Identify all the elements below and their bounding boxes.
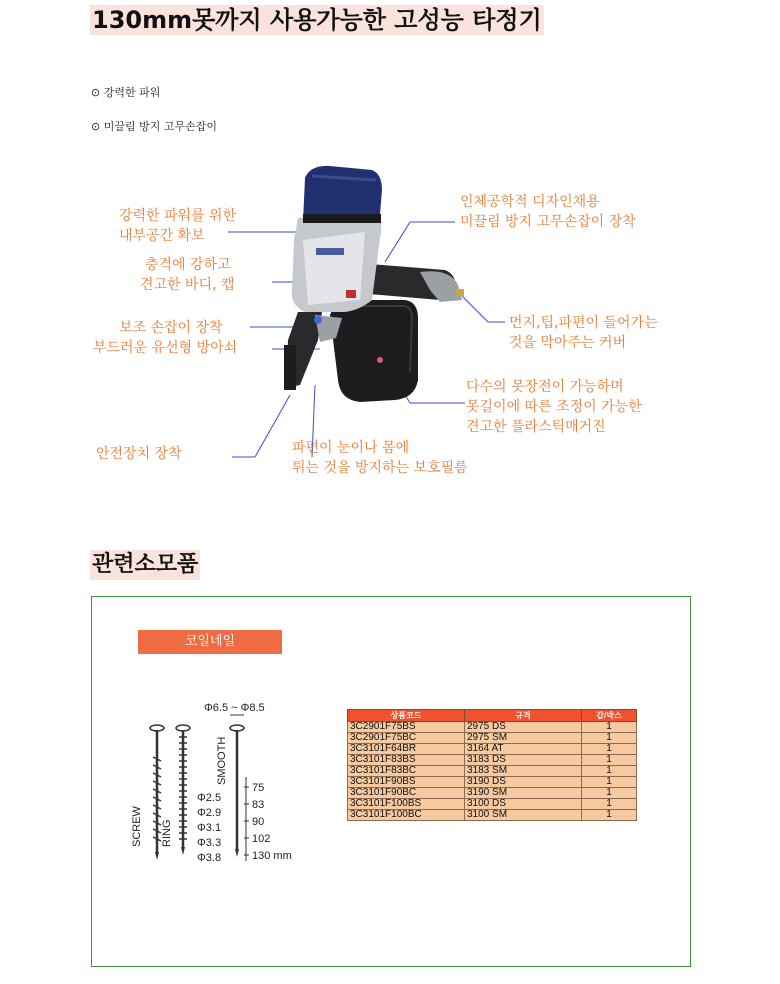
- callout-handle-line1: 인체공학적 디자인채용: [460, 194, 600, 210]
- table-row: [348, 755, 637, 766]
- cell-qty: 1: [582, 799, 637, 810]
- table-row: [348, 799, 637, 810]
- cell-product-code: 3C3101F100BC: [348, 810, 465, 821]
- coil-nail-label: 코일네일: [138, 630, 282, 654]
- length-1: 75: [252, 782, 265, 794]
- feature-grip: ⊙ 미끌림 방지 고무손잡이: [91, 120, 217, 133]
- callout-body-line1: 충격에 강하고: [145, 257, 231, 273]
- screw-label: SCREW: [131, 806, 143, 847]
- callout-grip: [93, 318, 237, 358]
- cell-product-code: 3C3101F90BS: [348, 777, 465, 788]
- table-row: [348, 810, 637, 821]
- accessories-panel: [91, 596, 691, 967]
- smooth-nail-icon: [230, 725, 244, 857]
- callout-grip-line1: 보조 손잡이 장착: [119, 320, 223, 336]
- page-title: 130mm못까지 사용가능한 고성능 타정기: [92, 6, 542, 34]
- table-row: [348, 766, 637, 777]
- diameter-2: Φ2.9: [197, 807, 222, 819]
- cell-qty: 1: [582, 788, 637, 799]
- coil-nail-diagram: [122, 697, 312, 877]
- cell-qty: 1: [582, 810, 637, 821]
- header-spec: 규격: [465, 710, 582, 722]
- callout-power: [119, 206, 236, 246]
- smooth-label: SMOOTH: [216, 736, 228, 785]
- cell-qty: 1: [582, 755, 637, 766]
- table-row: [348, 733, 637, 744]
- head-range-text: Φ6.5 ~ Φ8.5: [204, 702, 265, 714]
- callout-magazine: [466, 377, 642, 437]
- cell-qty: 1: [582, 722, 637, 733]
- cell-qty: 1: [582, 766, 637, 777]
- callout-cover-line2: 것을 막아주는 커버: [509, 335, 627, 351]
- cell-product-code: 3C2901F75BC: [348, 733, 465, 744]
- cell-product-code: 3C3101F83BS: [348, 755, 465, 766]
- length-3: 90: [252, 816, 265, 828]
- table-row: [348, 788, 637, 799]
- callout-cover: [509, 313, 658, 353]
- callout-body: [140, 255, 235, 295]
- callout-magazine-line3: 견고한 플라스틱매거진: [466, 419, 606, 435]
- callout-film-line2: 튀는 것을 방지하는 보호필름: [292, 460, 468, 476]
- diameter-4: Φ3.3: [197, 837, 222, 849]
- cell-spec: 3190 SM: [465, 788, 582, 799]
- cell-product-code: 3C3101F83BC: [348, 766, 465, 777]
- cell-qty: 1: [582, 777, 637, 788]
- cell-spec: 3100 SM: [465, 810, 582, 821]
- table-row: [348, 722, 637, 733]
- cell-qty: 1: [582, 733, 637, 744]
- callout-power-line1: 강력한 파워를 위한: [119, 208, 237, 224]
- callout-safety: 안전장치 장착: [96, 446, 182, 462]
- header-qty: 갑/박스: [582, 710, 637, 722]
- table-header-row: [348, 710, 637, 722]
- length-5: 130 mm: [252, 850, 292, 862]
- coil-nail-table: [347, 709, 637, 821]
- feature-power: ⊙ 강력한 파워: [91, 86, 161, 99]
- callout-film: [292, 438, 468, 478]
- cell-spec: 3164 AT: [465, 744, 582, 755]
- callout-handle-line2: 미끌림 방지 고무손잡이 장착: [460, 214, 636, 230]
- callout-magazine-line1: 다수의 못장전이 가능하며: [466, 379, 624, 395]
- cell-spec: 3190 DS: [465, 777, 582, 788]
- cell-product-code: 3C3101F100BS: [348, 799, 465, 810]
- accessories-heading: 관련소모품: [90, 550, 200, 580]
- table-body: [348, 722, 637, 821]
- callout-magazine-line2: 못길이에 따른 조정이 가능한: [466, 399, 642, 415]
- cell-product-code: 3C3101F64BR: [348, 744, 465, 755]
- cell-product-code: 3C2901F75BS: [348, 722, 465, 733]
- cell-spec: 3183 DS: [465, 755, 582, 766]
- callout-body-line2: 견고한 바디, 캡: [140, 277, 235, 293]
- cell-spec: 2975 DS: [465, 722, 582, 733]
- cell-spec: 3183 SM: [465, 766, 582, 777]
- ring-label: RING: [161, 819, 173, 847]
- callout-power-line2: 내부공간 확보: [119, 228, 205, 244]
- diameter-1: Φ2.5: [197, 792, 222, 804]
- callout-film-line1: 파편이 눈이나 몸에: [292, 440, 410, 456]
- cell-product-code: 3C3101F90BC: [348, 788, 465, 799]
- length-2: 83: [252, 799, 265, 811]
- callout-cover-line1: 먼지,팁,파편이 들어가는: [509, 315, 658, 331]
- ring-nail-icon: [176, 725, 190, 855]
- diameter-5: Φ3.8: [197, 852, 222, 864]
- table-row: [348, 777, 637, 788]
- cell-qty: 1: [582, 744, 637, 755]
- callout-grip-line2: 부드러운 유선형 방아쇠: [93, 340, 238, 356]
- cell-spec: 2975 SM: [465, 733, 582, 744]
- callout-handle: [460, 192, 636, 232]
- cell-spec: 3100 DS: [465, 799, 582, 810]
- diameter-3: Φ3.1: [197, 822, 222, 834]
- length-4: 102: [252, 833, 271, 845]
- header-product-code: 상품코드: [348, 710, 465, 722]
- table-row: [348, 744, 637, 755]
